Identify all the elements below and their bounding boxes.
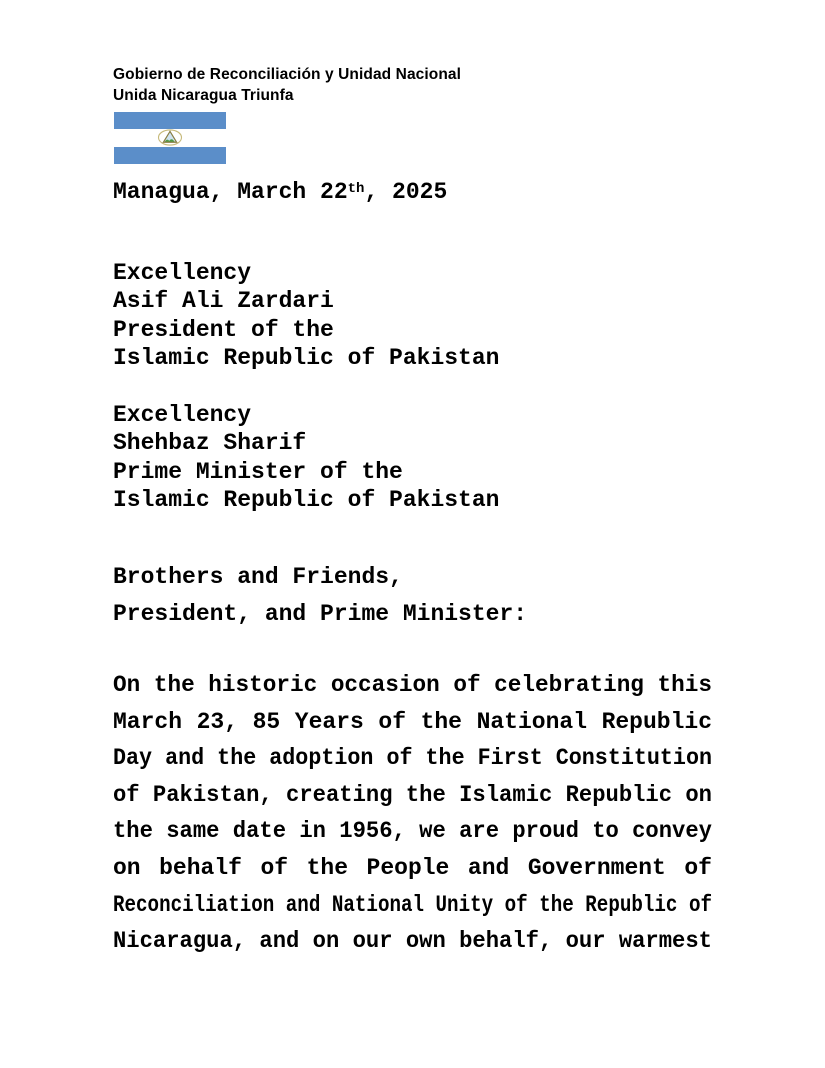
letterhead: [113, 65, 461, 106]
body-line-text: On the historic occasion of celebrating this: [113, 672, 712, 698]
body-line-text: the same date in 1956, we are proud to convey: [113, 818, 712, 845]
address-line: Asif Ali Zardari: [113, 288, 334, 315]
address-line: Excellency: [113, 260, 252, 286]
body-line: March 23, 85 Years of the National Republic: [113, 708, 712, 735]
address-line: Islamic Republic of Pakistan: [113, 486, 500, 513]
addressee-block-president: [113, 259, 499, 372]
address-line: Excellency: [113, 402, 252, 428]
flag-emblem-svg: [157, 129, 183, 146]
date-line: [113, 177, 447, 207]
flag-stripe-bottom: [114, 147, 226, 164]
date-superscript: th: [347, 181, 365, 198]
flag-emblem-icon: [114, 129, 226, 146]
address-line: Shehbaz Sharif: [113, 430, 307, 457]
body-line: [113, 923, 712, 960]
salutation: [113, 559, 527, 632]
body-line: [113, 887, 712, 924]
letterhead-line-1: Gobierno de Reconciliación y Unidad Nacional: [113, 66, 462, 83]
body-line: [113, 777, 712, 814]
body-line: [113, 667, 712, 704]
address-line: Islamic Republic of Pakistan: [113, 344, 500, 371]
salutation-line: President, and Prime Minister:: [113, 600, 528, 627]
body-line: on behalf of the People and Government of: [113, 854, 712, 881]
body-line-text: Reconciliation and National Unity of the Republic of: [113, 891, 712, 918]
body-line: [113, 813, 712, 850]
address-line: Prime Minister of the: [113, 458, 403, 485]
body-line-text: of Pakistan, creating the Islamic Republic on: [113, 781, 712, 808]
date-prefix: Managua, March 22: [113, 179, 348, 205]
letterhead-line-2: Unida Nicaragua Triunfa: [113, 86, 294, 104]
body-line: [113, 740, 712, 777]
flag-stripe-top: [114, 112, 226, 129]
body-line-text: Nicaragua, and on our own behalf, our warmest: [113, 928, 712, 955]
address-line: President of the: [113, 316, 334, 343]
salutation-line: Brothers and Friends,: [113, 564, 403, 590]
body-paragraph: [113, 667, 712, 960]
date-suffix: , 2025: [364, 179, 448, 205]
nicaragua-flag: [114, 112, 226, 164]
addressee-block-prime-minister: [113, 401, 499, 514]
body-line-text: Day and the adoption of the First Constitution: [113, 745, 712, 772]
